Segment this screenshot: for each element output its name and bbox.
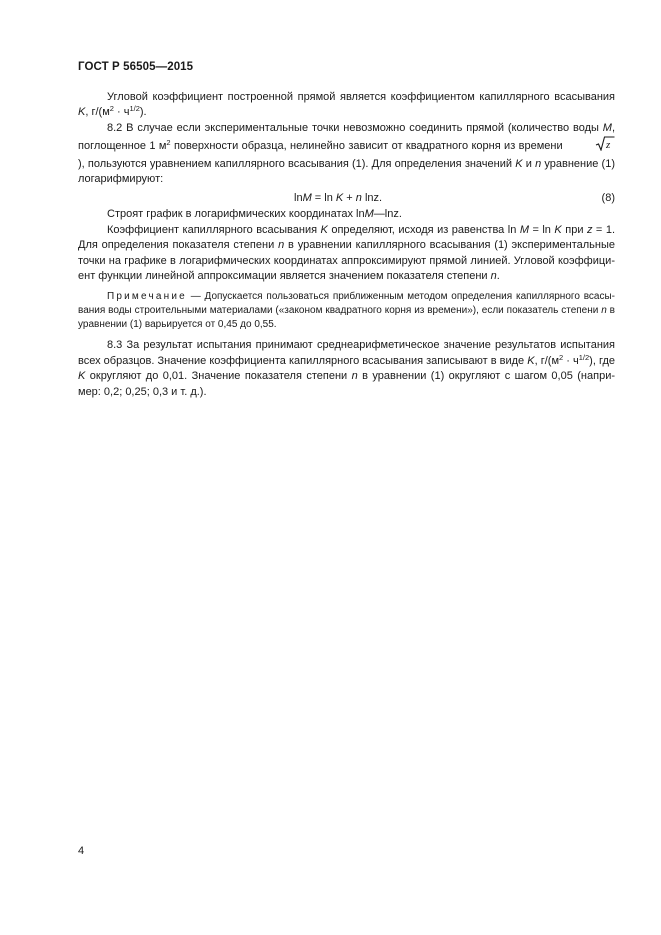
- note: Примечание — Допускается пользоваться приближенным методом определения капиллярного всасы-вания воды строительными материалами («законом квадратного корня из времени»), если показатель степени n в уравнении (1) варьируется от 0,45 до 0,55.: [78, 291, 615, 331]
- paragraph-graph: Строят график в логарифмических координатах lnM—lnz.: [107, 208, 402, 221]
- document-header: ГОСТ Р 56505—2015: [78, 61, 194, 73]
- document-body: [78, 90, 615, 400]
- page-number: 4: [78, 845, 85, 857]
- paragraph-coefficient: Коэффициент капиллярного всасывания K определяют, исходя из равенства ln M = ln K при z = 1. Для определения показателя степени n в уравнении капиллярного всасывания (1) экспериментальные точки на графике в логарифмических координатах аппроксимируют прямой линией. Угловой коэффици-ент функции линейной аппроксимации является значением показателя степени n.: [78, 223, 616, 283]
- paragraph-8-2: 8.2 В случае если экспериментальные точки невозможно соединить прямой (количество воды M, поглощенное 1 $м^2$ поверхности образца, нелинейно зависит от квадратного корня из времени z ), пользуются уравнением капиллярного всасывания (1). Для определения значений K и n уравнение (1) логарифмируют:: [78, 121, 615, 186]
- formula-number: (8): [601, 192, 615, 205]
- formula-expression: lnM = ln K + n lnz.: [294, 192, 383, 205]
- note-label: Примечание: [107, 291, 187, 303]
- svg-text:z: z: [606, 139, 611, 152]
- paragraph-slope: Угловой коэффициент построенной прямой является коэффициентом капиллярного всасывания K, $г/(м^2 \cdot ч^{1/2})$.: [78, 91, 615, 119]
- formula-8: [78, 190, 615, 207]
- square-root-symbol: [566, 136, 615, 156]
- paragraph-8-3: 8.3 За результат испытания принимают среднеарифметическое значение результатов испытания всех образцов. Значение коэффициента капиллярного всасывания записывают в виде K, $г/(м^2 \cdot ч^{1/2})$, где K округляют до 0,01. Значение показателя степени n в уравнении (1) округляют с шагом 0,05 (напри-мер: 0,2; 0,25; 0,3 и т. д.).: [78, 339, 615, 398]
